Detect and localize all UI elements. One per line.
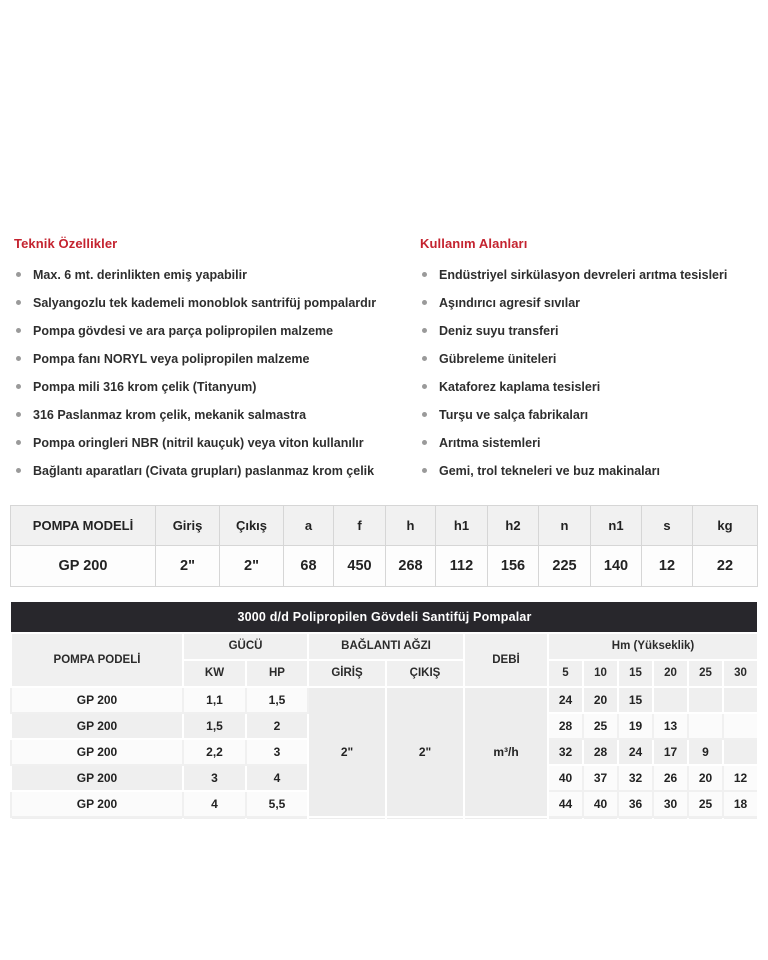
column-header: kg bbox=[693, 506, 758, 546]
cell: 22 bbox=[693, 546, 758, 587]
applications-section bbox=[420, 236, 765, 492]
hm-cell: 19 bbox=[618, 713, 653, 739]
hm-cell bbox=[688, 687, 723, 713]
dimensions-header-row bbox=[11, 506, 758, 546]
hm-cell: 28 bbox=[548, 713, 583, 739]
column-header-hp: HP bbox=[246, 660, 308, 687]
cell: 2" bbox=[220, 546, 284, 587]
hm-cell: 28 bbox=[583, 739, 618, 765]
group-header-power: GÜCÜ bbox=[183, 633, 308, 660]
hm-cell: 25 bbox=[583, 713, 618, 739]
table-row bbox=[11, 546, 758, 587]
hm-cell bbox=[653, 687, 688, 713]
kw-cell: 3 bbox=[183, 765, 246, 791]
hm-cell: 17 bbox=[653, 739, 688, 765]
performance-table bbox=[10, 602, 757, 819]
hm-cell: 32 bbox=[618, 765, 653, 791]
column-header-flow: DEBİ bbox=[464, 633, 548, 687]
list-item: Gübreleme üniteleri bbox=[420, 352, 765, 366]
cell: 268 bbox=[386, 546, 436, 587]
hm-cell bbox=[723, 713, 757, 739]
hm-cell: 24 bbox=[618, 739, 653, 765]
model-cell: GP 200 bbox=[11, 791, 183, 817]
hm-cell: 18 bbox=[723, 791, 757, 817]
column-header: h bbox=[386, 506, 436, 546]
list-item: Deniz suyu transferi bbox=[420, 324, 765, 338]
features-section bbox=[14, 236, 410, 492]
features-list bbox=[14, 268, 410, 478]
hm-cell: 30 bbox=[653, 791, 688, 817]
group-header-head: Hm (Yükseklik) bbox=[548, 633, 757, 660]
column-header-inlet: GİRİŞ bbox=[308, 660, 386, 687]
model-cell: GP 200 bbox=[11, 713, 183, 739]
list-item: 316 Paslanmaz krom çelik, mekanik salmastra bbox=[14, 408, 410, 422]
column-header-hm: 15 bbox=[618, 660, 653, 687]
hp-cell: 1,5 bbox=[246, 687, 308, 713]
list-item: Bağlantı aparatları (Civata grupları) paslanmaz krom çelik bbox=[14, 464, 410, 478]
column-header: n bbox=[539, 506, 591, 546]
hm-cell: 32 bbox=[548, 739, 583, 765]
table-title: 3000 d/d Polipropilen Gövdeli Santifüj Pompalar bbox=[11, 603, 757, 633]
flow-unit-cell: m³/h bbox=[464, 687, 548, 817]
cell: 140 bbox=[591, 546, 642, 587]
table-row bbox=[11, 687, 757, 713]
hp-cell: 5,5 bbox=[246, 791, 308, 817]
hp-cell: 2 bbox=[246, 713, 308, 739]
hm-cell: 26 bbox=[653, 765, 688, 791]
outlet-value-cell: 2" bbox=[386, 687, 464, 817]
column-header: s bbox=[642, 506, 693, 546]
kw-cell: 4 bbox=[183, 791, 246, 817]
list-item: Max. 6 mt. derinlikten emiş yapabilir bbox=[14, 268, 410, 282]
group-header-row bbox=[11, 633, 757, 660]
list-item: Pompa fanı NORYL veya polipropilen malzeme bbox=[14, 352, 410, 366]
hm-cell bbox=[688, 713, 723, 739]
hm-cell: 40 bbox=[583, 791, 618, 817]
hm-cell: 15 bbox=[618, 687, 653, 713]
column-header-hm: 25 bbox=[688, 660, 723, 687]
column-header: Giriş bbox=[156, 506, 220, 546]
list-item: Turşu ve salça fabrikaları bbox=[420, 408, 765, 422]
hm-cell bbox=[723, 739, 757, 765]
features-title: Teknik Özellikler bbox=[14, 236, 118, 251]
hm-cell: 40 bbox=[548, 765, 583, 791]
cell: 225 bbox=[539, 546, 591, 587]
column-header-hm: 10 bbox=[583, 660, 618, 687]
cell: 156 bbox=[488, 546, 539, 587]
cell: 112 bbox=[436, 546, 488, 587]
column-header: Çıkış bbox=[220, 506, 284, 546]
kw-cell: 2,2 bbox=[183, 739, 246, 765]
column-header: h2 bbox=[488, 506, 539, 546]
kw-cell: 1,1 bbox=[183, 687, 246, 713]
model-cell: GP 200 bbox=[11, 739, 183, 765]
hm-cell: 37 bbox=[583, 765, 618, 791]
column-header-outlet: ÇIKIŞ bbox=[386, 660, 464, 687]
column-header-hm: 20 bbox=[653, 660, 688, 687]
inlet-value-cell: 2" bbox=[308, 687, 386, 817]
column-header: h1 bbox=[436, 506, 488, 546]
hm-cell: 20 bbox=[583, 687, 618, 713]
cell: 2" bbox=[156, 546, 220, 587]
column-header-hm: 5 bbox=[548, 660, 583, 687]
list-item: Gemi, trol tekneleri ve buz makinaları bbox=[420, 464, 765, 478]
list-item: Pompa oringleri NBR (nitril kauçuk) veya viton kullanılır bbox=[14, 436, 410, 450]
group-header-connection: BAĞLANTI AĞZI bbox=[308, 633, 464, 660]
hm-cell: 9 bbox=[688, 739, 723, 765]
hm-cell: 13 bbox=[653, 713, 688, 739]
applications-title: Kullanım Alanları bbox=[420, 236, 528, 251]
column-header: a bbox=[284, 506, 334, 546]
column-header: f bbox=[334, 506, 386, 546]
hp-cell: 4 bbox=[246, 765, 308, 791]
hm-cell: 24 bbox=[548, 687, 583, 713]
hm-cell: 20 bbox=[688, 765, 723, 791]
list-item: Pompa mili 316 krom çelik (Titanyum) bbox=[14, 380, 410, 394]
hp-cell: 3 bbox=[246, 739, 308, 765]
column-header-hm: 30 bbox=[723, 660, 757, 687]
column-header-model: POMPA PODELİ bbox=[11, 633, 183, 687]
hm-cell: 36 bbox=[618, 791, 653, 817]
kw-cell: 1,5 bbox=[183, 713, 246, 739]
list-item: Endüstriyel sirkülasyon devreleri arıtma tesisleri bbox=[420, 268, 765, 282]
hm-cell bbox=[723, 687, 757, 713]
model-cell: GP 200 bbox=[11, 765, 183, 791]
hm-cell: 44 bbox=[548, 791, 583, 817]
column-header: POMPA MODELİ bbox=[11, 506, 156, 546]
list-item: Aşındırıcı agresif sıvılar bbox=[420, 296, 765, 310]
cell: 68 bbox=[284, 546, 334, 587]
clipped-row bbox=[11, 817, 757, 820]
performance-table-container bbox=[10, 602, 757, 819]
cell: 450 bbox=[334, 546, 386, 587]
list-item: Pompa gövdesi ve ara parça polipropilen malzeme bbox=[14, 324, 410, 338]
model-cell: GP 200 bbox=[11, 687, 183, 713]
column-header-kw: KW bbox=[183, 660, 246, 687]
cell: 12 bbox=[642, 546, 693, 587]
applications-list bbox=[420, 268, 765, 478]
model-cell: GP 200 bbox=[11, 546, 156, 587]
column-header: n1 bbox=[591, 506, 642, 546]
list-item: Arıtma sistemleri bbox=[420, 436, 765, 450]
hm-cell: 25 bbox=[688, 791, 723, 817]
hm-cell: 12 bbox=[723, 765, 757, 791]
list-item: Salyangozlu tek kademeli monoblok santrifüj pompalardır bbox=[14, 296, 410, 310]
table-title-row bbox=[11, 603, 757, 633]
list-item: Kataforez kaplama tesisleri bbox=[420, 380, 765, 394]
dimensions-table bbox=[10, 505, 758, 587]
